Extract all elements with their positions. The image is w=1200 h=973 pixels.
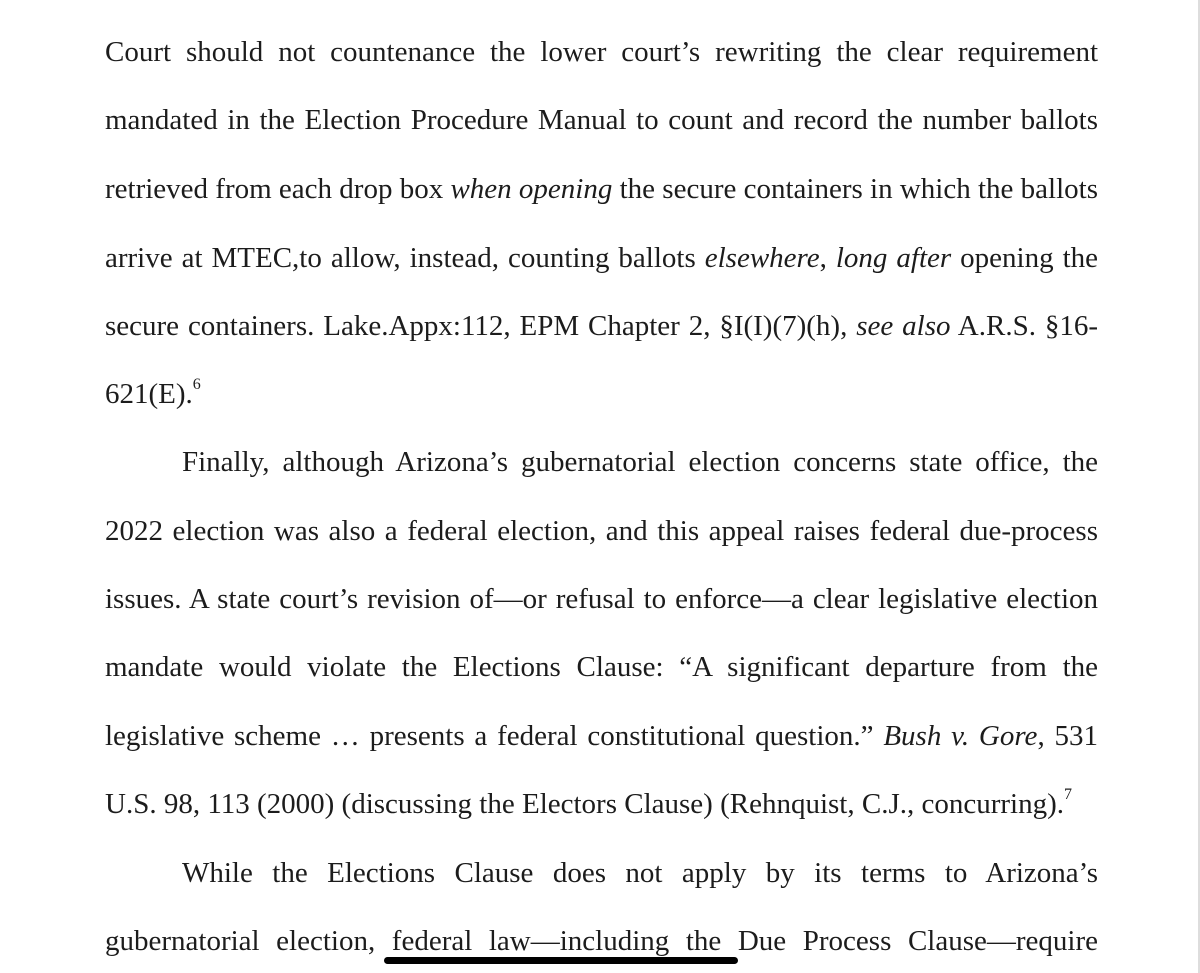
- footnote-marker[interactable]: 7: [1064, 786, 1073, 803]
- para2-line: [182, 444, 1098, 480]
- para3-line: [105, 923, 1098, 959]
- para3-line: [182, 855, 1098, 891]
- text-run: 621(E).: [105, 378, 193, 410]
- text-run: ,: [819, 242, 836, 274]
- text-run: secure containers. Lake.Appx:112, EPM Chapter 2, §I(I)(7)(h),: [105, 310, 857, 342]
- text-run: issues. A state court’s revision of—or refusal to enforce—a clear legislative election: [105, 583, 1098, 615]
- para2-line: [105, 513, 1098, 549]
- para1-line: [105, 171, 1098, 207]
- text-run: mandated in the Election Procedure Manual to count and record the number ballots: [105, 104, 1098, 136]
- text-run: the secure containers in which the ballots: [612, 173, 1098, 205]
- text-run: Finally, although Arizona’s gubernatorial election concerns state office, the: [182, 446, 1098, 478]
- text-run: While the Elections Clause does not apply by its terms to Arizona’s: [182, 857, 1098, 889]
- text-run: opening the: [951, 242, 1098, 274]
- emphasis-text: when opening: [450, 173, 613, 205]
- case-citation: Bush v. Gore: [883, 720, 1038, 752]
- para1-line: [105, 102, 1098, 138]
- text-run: A.R.S. §16-: [950, 310, 1098, 342]
- emphasis-text: elsewhere: [704, 242, 820, 274]
- para1-line: [105, 376, 1098, 412]
- para1-line: [105, 308, 1098, 344]
- para1-line: [105, 34, 1098, 70]
- para2-line: [105, 718, 1098, 754]
- para2-line: [105, 581, 1098, 617]
- text-run: 2022 election was also a federal election, and this appeal raises federal due-process: [105, 515, 1098, 547]
- text-run: Court should not countenance the lower court’s rewriting the clear requirement: [105, 36, 1098, 68]
- para2-line: [105, 649, 1098, 685]
- text-run: gubernatorial election, federal law—including the Due Process Clause—require: [105, 925, 1098, 957]
- para2-line: [105, 786, 1098, 822]
- text-run: mandate would violate the Elections Clause: “A significant departure from the: [105, 651, 1098, 683]
- para1-line: [105, 240, 1098, 276]
- emphasis-text: long after: [835, 242, 952, 274]
- text-run: retrieved from each drop box: [105, 173, 451, 205]
- emphasis-text: see also: [856, 310, 951, 342]
- home-indicator[interactable]: [384, 957, 738, 964]
- text-run: U.S. 98, 113 (2000) (discussing the Electors Clause) (Rehnquist, C.J., concurring).: [105, 788, 1065, 820]
- text-run: , 531: [1037, 720, 1099, 752]
- text-run: legislative scheme … presents a federal constitutional question.”: [105, 720, 884, 752]
- footnote-marker[interactable]: 6: [192, 376, 201, 393]
- text-run: arrive at MTEC,to allow, instead, counting ballots: [105, 242, 705, 274]
